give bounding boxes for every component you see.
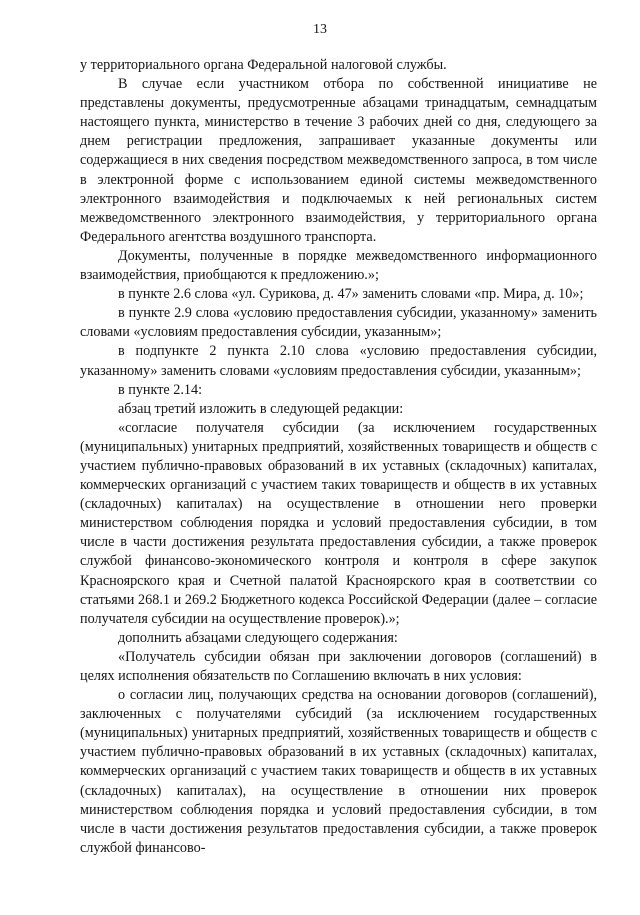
page-number: 13 [313, 22, 327, 37]
paragraph-10: дополнить абзацами следующего содержания: [118, 629, 398, 646]
paragraph-7: в пункте 2.14: [118, 381, 203, 398]
paragraph-8: абзац третий изложить в следующей редакции: [118, 400, 404, 417]
paragraph-6: в подпункте 2 пункта 2.10 слова «условию предоставления субсидии, указанному» заменить словами «условиям предоставления субсидии, указанным»; [80, 343, 597, 379]
paragraph-3: Документы, полученные в порядке межведомственного информационного взаимодействия, приобщаются к предложению.»; [80, 247, 597, 284]
paragraph-4: в пункте 2.6 слова «ул. Сурикова, д. 47» заменить словами «пр. Мира, д. 10»; [118, 286, 584, 303]
paragraph-2: В случае если участником отбора по собственной инициативе не представлены документы, предусмотренные абзацами тринадцатым, семнадцатым настоящего пункта, министерство в течение 3 рабочих дней со дня, следующего за днем регистрации предложения, запрашивает указанные документы или содержащиеся в них сведения посредством межведомственного запроса, в том числе в электронной форме с использованием единой системы межведомственного электронного взаимодействия и подключаемых к ней региональных систем межведомственного электронного взаимодействия, у территориального органа Федерального агентства воздушного транспорта. [80, 76, 597, 245]
paragraph-9: «согласие получателя субсидии (за исключением государственных (муниципальных) унитарных предприятий, хозяйственных товариществ и обществ с участием публично-правовых образований в их уставных (складочных) капиталах, коммерческих организаций с участием таких товариществ и обществ в их уставных (складочных) капиталах) на осуществление в отношении него проверки министерством соблюдения порядка и условий предоставления субсидии, в том числе в части достижения результата предоставления субсидии, а также проверок службой финансово-экономического контроля и контроля в сфере закупок Красноярского края и Счетной палатой Красноярского края в соответствии со статьями 268.1 и 269.2 Бюджетного кодекса Российской Федерации (далее – согласие получателя субсидии на осуществление проверок).»; [80, 419, 597, 627]
paragraph-1: у территориального органа Федеральной налоговой службы. [80, 57, 447, 73]
document-body [80, 56, 597, 858]
paragraph-5: в пункте 2.9 слова «условию предоставления субсидии, указанному» заменить словами «условиям предоставления субсидии, указанным»; [80, 305, 597, 341]
paragraph-12: о согласии лиц, получающих средства на основании договоров (соглашений), заключенных с получателями субсидий (за исключением государственных (муниципальных) унитарных предприятий, хозяйственных товариществ и обществ с участием публично-правовых образований в их уставных (складочных) капиталах, коммерческих организаций с участием таких товариществ и обществ в их уставных (складочных) капиталах), на осуществление в отношении них проверок министерством соблюдения порядка и условий предоставления субсидии, в том числе в части достижения результатов предоставления субсидии, а также проверок службой финансово- [80, 687, 597, 856]
paragraph-11: «Получатель субсидии обязан при заключении договоров (соглашений) в целях исполнения обязательств по Соглашению включать в них условия: [80, 648, 597, 684]
